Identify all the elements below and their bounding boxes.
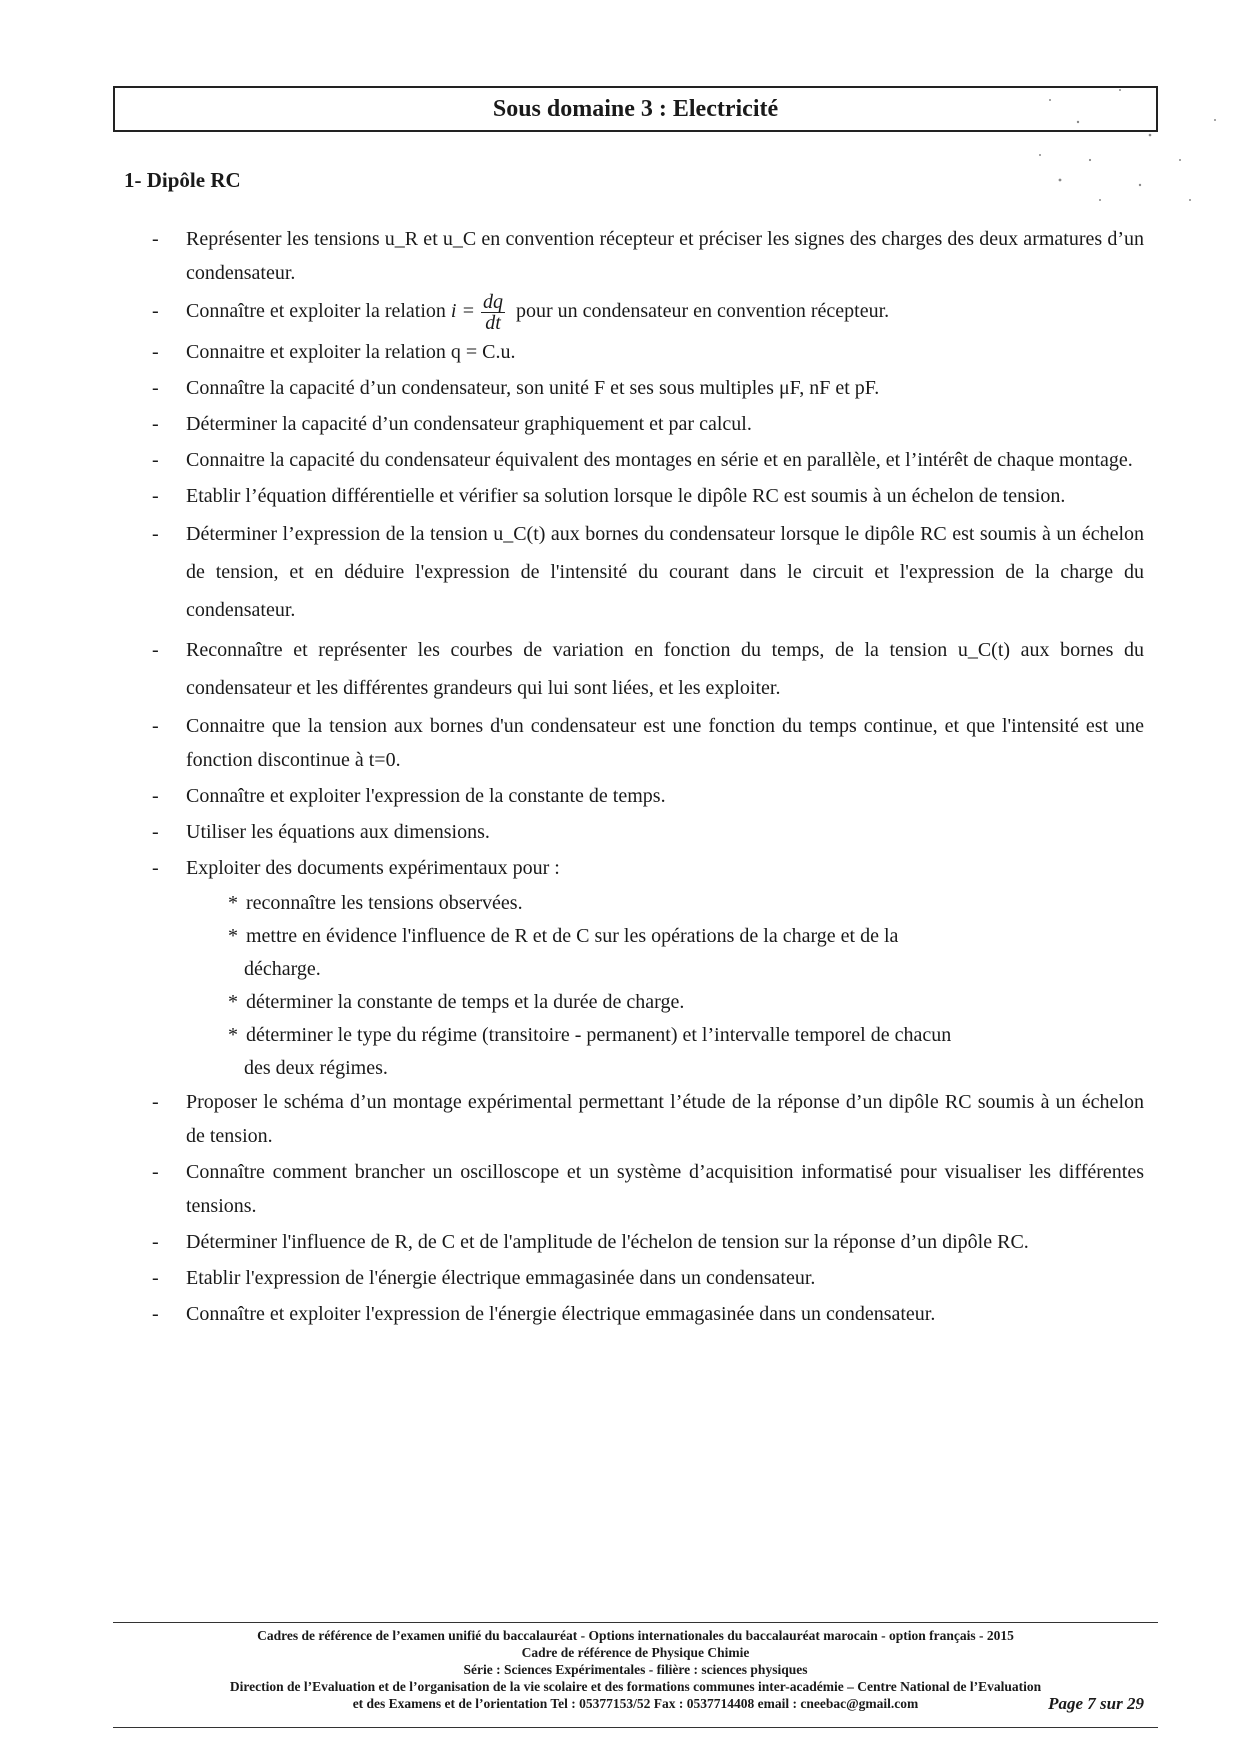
item-text: Connaître et exploiter la relation — [186, 300, 451, 323]
footer-line: Cadre de référence de Physique Chimie — [521, 1645, 750, 1660]
sub-item — [152, 920, 1144, 986]
bullet-dash: - — [152, 1161, 159, 1183]
list-item — [152, 1261, 1144, 1295]
sub-item-text: reconnaître les tensions observées. — [246, 892, 523, 914]
sub-item-text: déterminer la constante de temps et la durée de charge. — [246, 991, 685, 1013]
item-text: pour un condensateur en convention récepteur. — [510, 300, 890, 323]
bullet-dash: - — [152, 1231, 159, 1253]
scan-noise — [1030, 60, 1230, 230]
list-item — [152, 1155, 1144, 1223]
page-footer — [113, 1622, 1158, 1728]
list-item — [152, 515, 1144, 629]
bullet-star: * — [228, 1024, 238, 1046]
fraction-dq-dt — [481, 292, 505, 333]
item-text: Connaître comment brancher un oscilloscope et un système d’acquisition informatisé pour visualiser les différentes tensions. — [186, 1161, 1144, 1217]
sub-item-text-continued: décharge. — [244, 958, 321, 980]
item-text: Connaître et exploiter l'expression de la constante de temps. — [186, 785, 666, 807]
bullet-dash: - — [152, 523, 159, 545]
bullet-star: * — [228, 925, 238, 947]
list-item — [152, 709, 1144, 777]
item-text: Connaitre que la tension aux bornes d'un condensateur est une fonction du temps continue, et que l'intensité est une fonction discontinue à t=0. — [186, 715, 1144, 771]
bullet-star: * — [228, 892, 238, 914]
objectives-list — [152, 222, 1144, 1333]
list-item — [152, 631, 1144, 707]
bullet-dash: - — [152, 857, 159, 879]
list-item — [152, 407, 1144, 441]
list-item — [152, 443, 1144, 477]
bullet-dash: - — [152, 639, 159, 661]
sub-item-text-continued: des deux régimes. — [244, 1057, 388, 1079]
bullet-dash: - — [152, 1267, 159, 1289]
bullet-dash: - — [152, 377, 159, 399]
item-text: Déterminer l’expression de la tension u_C(t) aux bornes du condensateur lorsque le dipôle RC est soumis à un échelon de tension, et en déduire l'expression de l'intensité du courant dans le circuit et l'expression de la charge du condensateur. — [186, 523, 1144, 621]
sub-item-text: mettre en évidence l'influence de R et de C sur les opérations de la charge et de la — [246, 925, 899, 947]
section-title: 1- Dipôle RC — [124, 168, 241, 192]
fraction-denominator: dt — [485, 312, 501, 334]
footer-contact-line — [113, 1695, 1158, 1712]
item-text: Utiliser les équations aux dimensions. — [186, 821, 490, 843]
item-text: Reconnaître et représenter les courbes de variation en fonction du temps, de la tension u_C(t) aux bornes du condensateur et les différentes grandeurs qui lui sont liées, et les exploiter. — [186, 639, 1144, 699]
footer-line: Série : Sciences Expérimentales - filière : sciences physiques — [463, 1662, 808, 1677]
item-text: Représenter les tensions u_R et u_C en convention récepteur et préciser les signes des charges des deux armatures d’un condensateur. — [186, 228, 1144, 284]
item-text: Déterminer l'influence de R, de C et de l'amplitude de l'échelon de tension sur la réponse d’un dipôle RC. — [186, 1231, 1029, 1253]
bullet-star: * — [228, 991, 238, 1013]
list-item — [152, 371, 1144, 405]
list-item — [152, 1225, 1144, 1259]
page-title: Sous domaine 3 : Electricité — [492, 96, 779, 122]
item-text: Connaitre et exploiter la relation q = C.u. — [186, 341, 516, 363]
item-text: Exploiter des documents expérimentaux pour : — [186, 857, 560, 879]
bullet-dash: - — [152, 449, 159, 471]
list-item — [152, 292, 1144, 333]
bullet-dash: - — [152, 1303, 159, 1325]
bullet-dash: - — [152, 715, 159, 737]
list-item — [152, 779, 1144, 813]
list-item — [152, 479, 1144, 513]
item-text: Connaitre la capacité du condensateur équivalent des montages en série et en parallèle, et l’intérêt de chaque montage. — [186, 449, 1133, 471]
bullet-dash: - — [152, 785, 159, 807]
formula-lhs: i = — [450, 300, 475, 323]
bullet-dash: - — [152, 821, 159, 843]
list-item — [152, 335, 1144, 369]
bullet-dash: - — [152, 413, 159, 435]
bullet-dash: - — [152, 485, 159, 507]
list-item — [152, 1085, 1144, 1153]
bullet-dash: - — [152, 341, 159, 363]
list-item — [152, 815, 1144, 849]
sub-item-text: déterminer le type du régime (transitoire - permanent) et l’intervalle temporel de chacun — [246, 1024, 952, 1046]
header-box — [113, 86, 1158, 132]
sub-item — [152, 986, 1144, 1019]
item-text: Connaître la capacité d’un condensateur, son unité F et ses sous multiples μF, nF et pF. — [186, 377, 880, 399]
sub-item — [152, 1019, 1144, 1085]
sub-item — [152, 887, 1144, 920]
item-text: Proposer le schéma d’un montage expérimental permettant l’étude de la réponse d’un dipôle RC soumis à un échelon de tension. — [186, 1091, 1144, 1147]
list-item — [152, 222, 1144, 290]
list-item — [152, 851, 1144, 885]
fraction-numerator: dq — [482, 291, 503, 313]
item-text: Etablir l’équation différentielle et vérifier sa solution lorsque le dipôle RC est soumis à un échelon de tension. — [186, 485, 1066, 507]
item-text: Etablir l'expression de l'énergie électrique emmagasinée dans un condensateur. — [186, 1267, 816, 1289]
footer-line: Cadres de référence de l’examen unifié du baccalauréat - Options internationales du baccalauréat marocain - option français - 2015 — [257, 1628, 1014, 1643]
footer-line: Direction de l’Evaluation et de l’organisation de la vie scolaire et des formations communes inter-académie – Centre National de l’Evaluation — [229, 1679, 1042, 1694]
footer-contact: et des Examens et de l’orientation Tel : 05377153/52 Fax : 0537714408 email : cneebac@gmail.com — [352, 1696, 919, 1711]
bullet-dash: - — [152, 300, 159, 322]
bullet-dash: - — [152, 1091, 159, 1113]
item-text: Déterminer la capacité d’un condensateur graphiquement et par calcul. — [186, 413, 752, 435]
page-number: Page 7 sur 29 — [1048, 1694, 1144, 1713]
list-item — [152, 1297, 1144, 1331]
item-text: Connaître et exploiter l'expression de l'énergie électrique emmagasinée dans un condensateur. — [186, 1303, 936, 1325]
bullet-dash: - — [152, 228, 159, 250]
